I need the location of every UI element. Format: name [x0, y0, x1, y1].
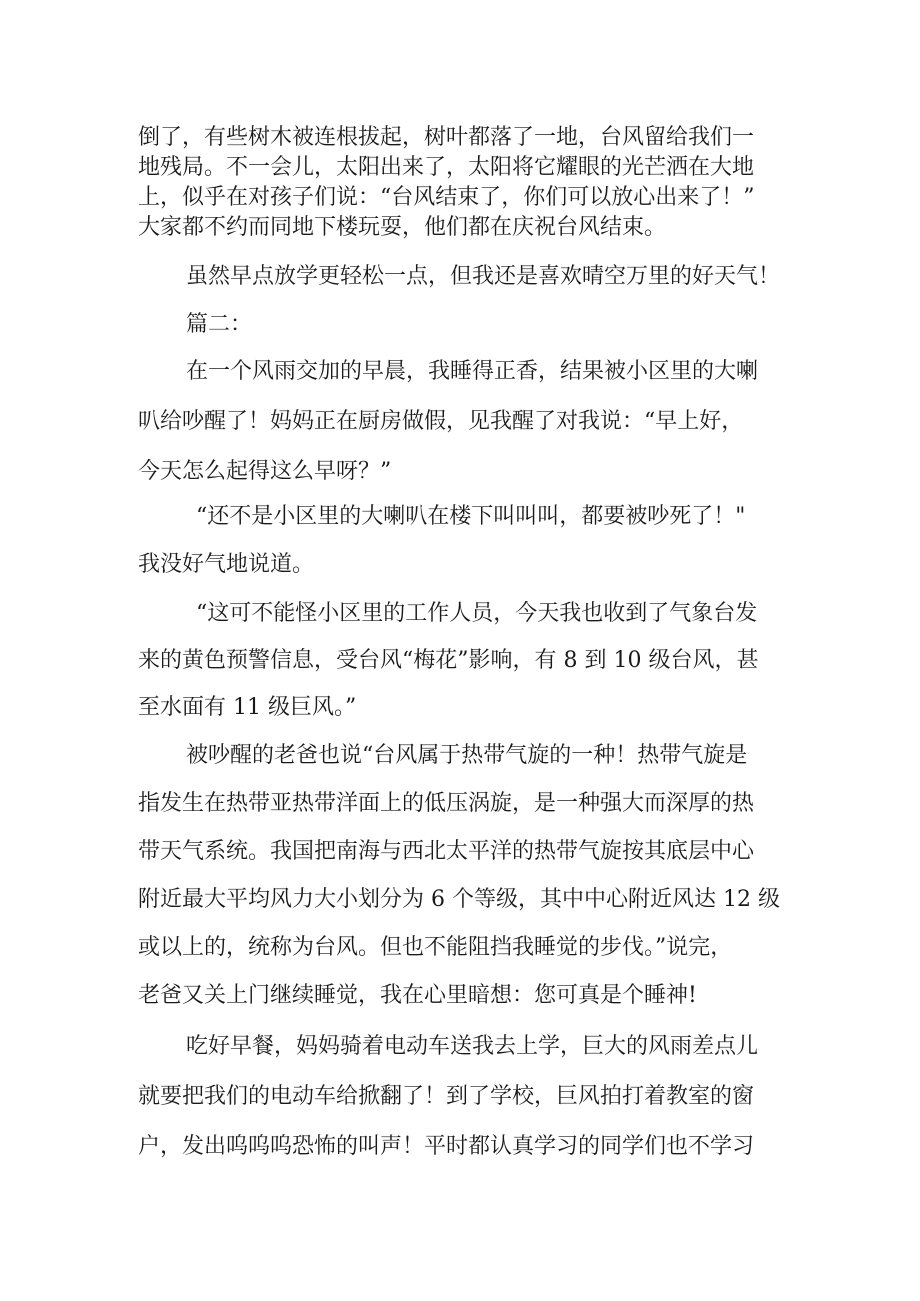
- text-line: “还不是小区里的大喇叭在楼下叫叫叫，都要被吵死了！": [196, 504, 746, 529]
- paragraph-warning: [138, 596, 798, 720]
- text-line: 或以上的，统称为台风。但也不能阻挡我睡觉的步伐。”说完，: [138, 935, 733, 960]
- paragraph-continuation: [138, 120, 798, 240]
- paragraph-going-to-school: [138, 1029, 798, 1159]
- text-line: 老爸又关上门继续睡觉，我在心里暗想：您可真是个睡神!: [138, 983, 697, 1008]
- text-line: 户，发出呜呜呜恐怖的叫声！平时都认真学习的同学们也不学习: [138, 1134, 755, 1159]
- text-line: 地残局。不一会儿，太阳出来了，太阳将它耀眼的光芒洒在大地: [138, 155, 755, 180]
- text-line: 大家都不约而同地下楼玩耍，他们都在庆祝台风结束。: [138, 215, 667, 240]
- text-line: 虽然早点放学更轻松一点，但我还是喜欢晴空万里的好天气！: [186, 264, 781, 289]
- text-line: 吃好早餐，妈妈骑着电动车送我去上学，巨大的风雨差点儿: [186, 1034, 759, 1059]
- text-line: 篇二：: [186, 312, 253, 337]
- text-line: 在一个风雨交加的早晨，我睡得正香，结果被小区里的大喇: [186, 359, 759, 384]
- text-line: 至水面有 11 级巨风。”: [138, 695, 357, 720]
- text-line: 倒了，有些树木被连根拔起，树叶都落了一地，台风留给我们一: [138, 125, 755, 150]
- text-line: 我没好气地说道。: [138, 552, 315, 577]
- text-line: 就要把我们的电动车给掀翻了！到了学校，巨风拍打着教室的窗: [138, 1084, 755, 1109]
- text-line: 被吵醒的老爸也说“台风属于热带气旋的一种！热带气旋是: [186, 743, 748, 768]
- paragraph-complaint: [138, 499, 798, 579]
- text-line: 带天气系统。我国把南海与西北太平洋的热带气旋按其底层中心: [138, 839, 755, 864]
- paragraph-dad-explanation: [138, 738, 798, 1008]
- paragraph-morning: [138, 354, 798, 484]
- text-line: 来的黄色预警信息，受台风“梅花”影响，有 8 到 10 级台风，甚: [138, 648, 759, 673]
- section-heading: [186, 307, 386, 337]
- paragraph-sunny-weather: [186, 259, 806, 289]
- text-line: 上，似乎在对孩子们说：“台风结束了，你们可以放心出来了！”: [138, 185, 755, 210]
- text-line: 指发生在热带亚热带洋面上的低压涡旋，是一种强大而深厚的热: [138, 791, 755, 816]
- text-line: 叭给吵醒了！妈妈正在厨房做假，见我醒了对我说：“早上好，: [138, 409, 744, 434]
- text-line: 今天怎么起得这么早呀？”: [138, 459, 392, 484]
- text-line: 附近最大平均风力大小划分为 6 个等级，其中中心附近风达 12 级: [138, 887, 780, 912]
- text-line: “这可不能怪小区里的工作人员，今天我也收到了气象台发: [196, 601, 758, 626]
